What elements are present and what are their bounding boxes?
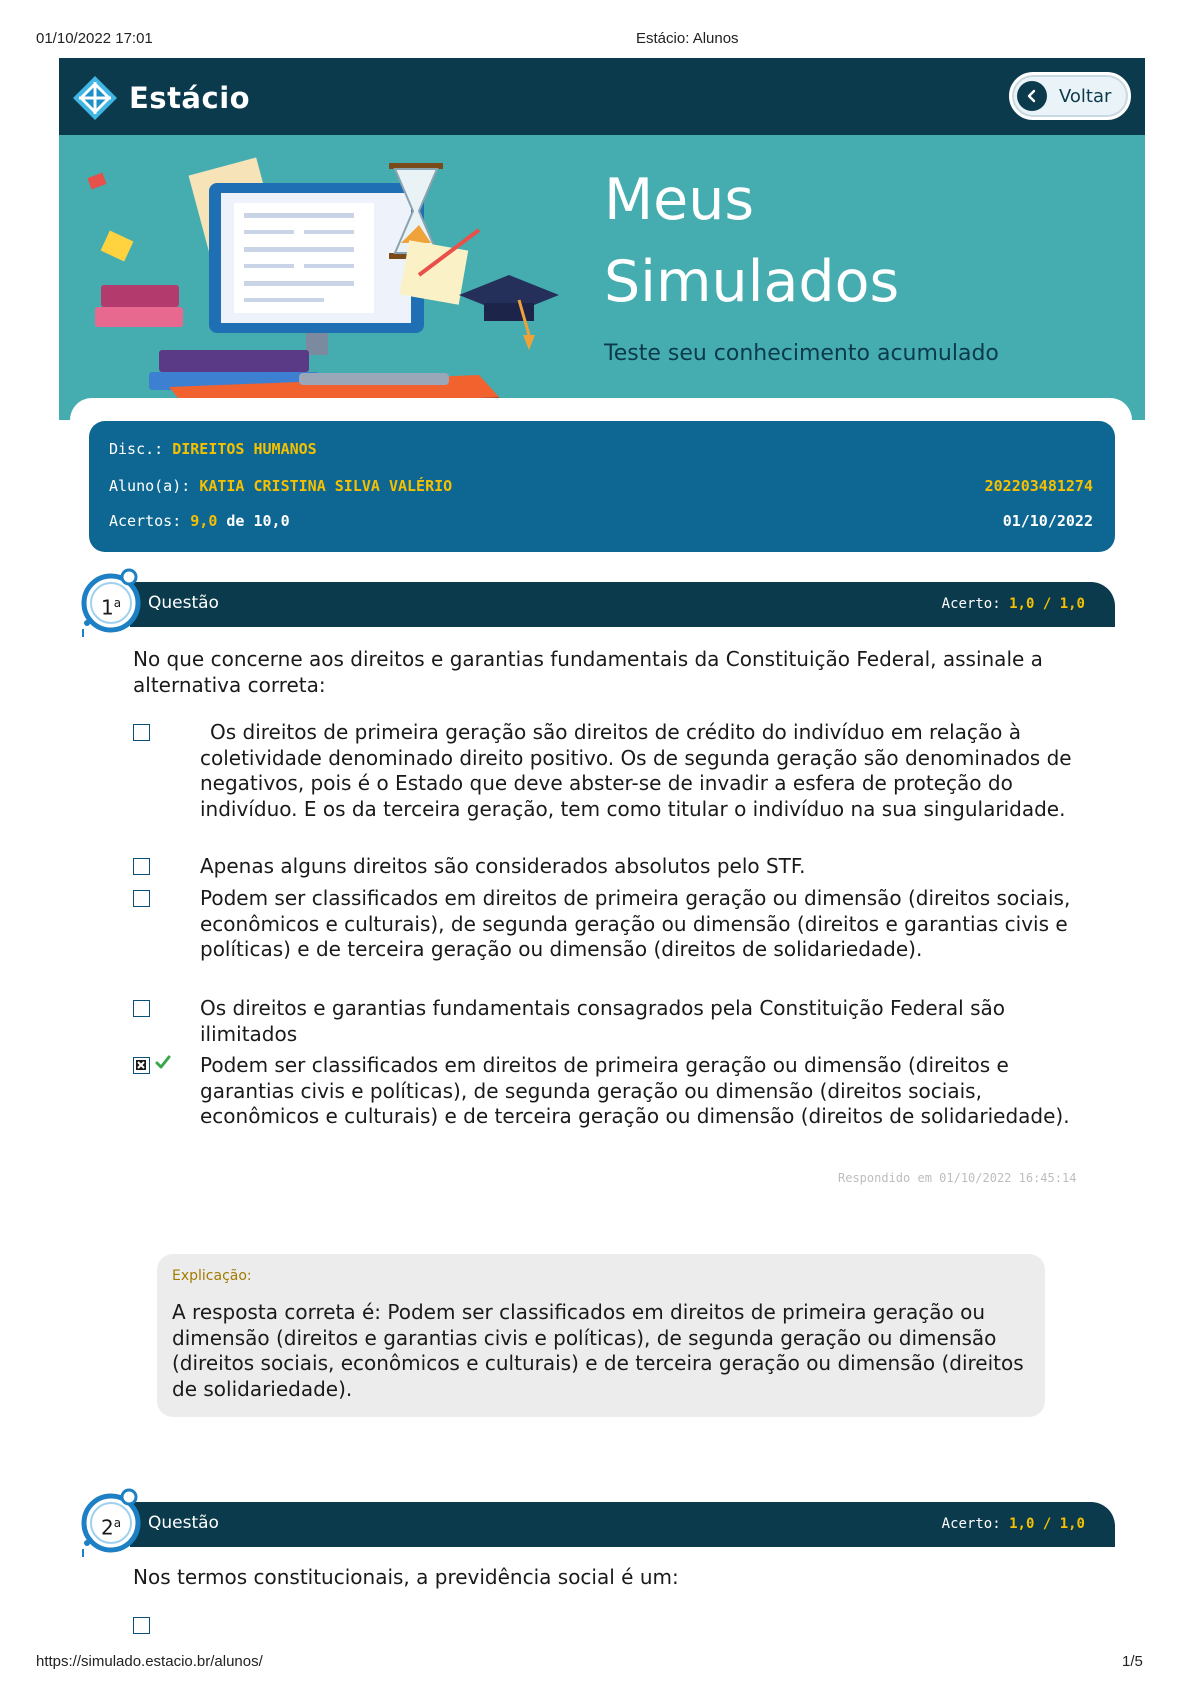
logo-text: Estácio	[129, 81, 251, 115]
question-1-text: No que concerne aos direitos e garantias fundamentais da Constituição Federal, assinale a alternativa correta:	[133, 647, 1043, 697]
question-2-badge: 2$^a$	[79, 1491, 143, 1555]
student-info-card	[89, 421, 1115, 552]
option-checkbox-selected[interactable]	[133, 1057, 150, 1074]
back-button[interactable]	[1009, 72, 1131, 120]
x-mark-icon	[134, 1058, 148, 1072]
aluno-label: Aluno(a):	[109, 477, 191, 495]
question-2-label: Questão	[148, 1513, 219, 1533]
print-page-number: 1/5	[1122, 1653, 1143, 1670]
matricula-value: 202203481274	[984, 477, 1093, 495]
print-url: https://simulado.estacio.br/alunos/	[36, 1653, 263, 1670]
correct-check-icon	[155, 1054, 171, 1070]
back-button-label: Voltar	[1059, 85, 1112, 107]
option-text: Apenas alguns direitos são considerados absolutos pelo STF.	[200, 854, 806, 878]
option-checkbox[interactable]	[133, 858, 150, 875]
option-checkbox[interactable]	[133, 1617, 150, 1634]
acertos-label: Acertos:	[109, 512, 182, 530]
simulado-date: 01/10/2022	[1002, 512, 1093, 530]
explanation-text: A resposta correta é: Podem ser classificados em direitos de primeira geração ou dimensão (direitos e garantias civis e políticas), de segunda geração ou dimensão (direitos sociais, econômicos e culturais) e de terceira geração ou dimensão (direitos de solidariedade).	[172, 1300, 1024, 1401]
question-1-header	[130, 582, 1115, 627]
question-2-number: 2	[100, 1515, 114, 1540]
question-2-header	[130, 1502, 1115, 1547]
answered-timestamp: Respondido em 01/10/2022 16:45:14	[838, 1171, 1077, 1185]
option-text: Os direitos e garantias fundamentais consagrados pela Constituição Federal são ilimitados	[200, 996, 1005, 1046]
info-row-student	[109, 477, 1093, 495]
print-datetime: 01/10/2022 17:01	[36, 30, 153, 47]
info-row-score	[109, 512, 1093, 530]
question-1-number: 1	[100, 595, 114, 620]
top-bar	[59, 58, 1145, 135]
study-illustration	[59, 135, 579, 420]
banner-subtitle: Teste seu conhecimento acumulado	[604, 341, 999, 366]
option-checkbox[interactable]	[133, 724, 150, 741]
estacio-logo-icon	[71, 74, 119, 122]
question-2-text: Nos termos constitucionais, a previdência social é um:	[133, 1565, 679, 1589]
question-1-label: Questão	[148, 593, 219, 613]
option-text: Podem ser classificados em direitos de primeira geração ou dimensão (direitos sociais, econômicos e culturais), de segunda geração ou dimensão (direitos e garantias civis e políticas) e de terceira geração ou dimensão (direitos de solidariedade).	[200, 886, 1071, 962]
option-text: Os direitos de primeira geração são direitos de crédito do indivíduo em relação à coletividade denominado direito positivo. Os de segunda geração são denominados de negativos, pois é o Estado que deve abster-se de invadir a esfera de proteção do indivíduo. E os da terceira geração, tem como titular o indivíduo na sua singularidade.	[200, 720, 1072, 821]
question-1-badge: 1$^a$	[79, 571, 143, 635]
banner-title-line1: Meus	[604, 167, 755, 233]
option-checkbox[interactable]	[133, 1000, 150, 1017]
estacio-logo[interactable]	[71, 74, 250, 122]
question-1-score: Acerto: 1,0 / 1,0	[941, 596, 1085, 612]
question-2-score: Acerto: 1,0 / 1,0	[941, 1516, 1085, 1532]
aluno-value: KATIA CRISTINA SILVA VALÉRIO	[199, 477, 453, 495]
acertos-total: de 10,0	[226, 512, 290, 530]
chevron-left-icon	[1017, 81, 1047, 111]
print-page-title: Estácio: Alunos	[636, 30, 739, 47]
banner-title-line2: Simulados	[604, 249, 900, 315]
banner-title	[604, 159, 899, 323]
option-text: Podem ser classificados em direitos de primeira geração ou dimensão (direitos e garantias civis e políticas), de segunda geração ou dimensão (direitos sociais, econômicos e culturais) e de terceira geração ou dimensão (direitos de solidariedade).	[200, 1053, 1070, 1129]
option-checkbox[interactable]	[133, 890, 150, 907]
explanation-title: Explicação:	[172, 1268, 252, 1284]
acertos-value: 9,0	[190, 512, 218, 530]
hero-banner	[59, 135, 1145, 420]
disc-label: Disc.:	[109, 440, 164, 458]
disc-value: DIREITOS HUMANOS	[172, 440, 317, 458]
explanation-box	[157, 1254, 1045, 1417]
info-row-discipline	[109, 440, 1093, 458]
